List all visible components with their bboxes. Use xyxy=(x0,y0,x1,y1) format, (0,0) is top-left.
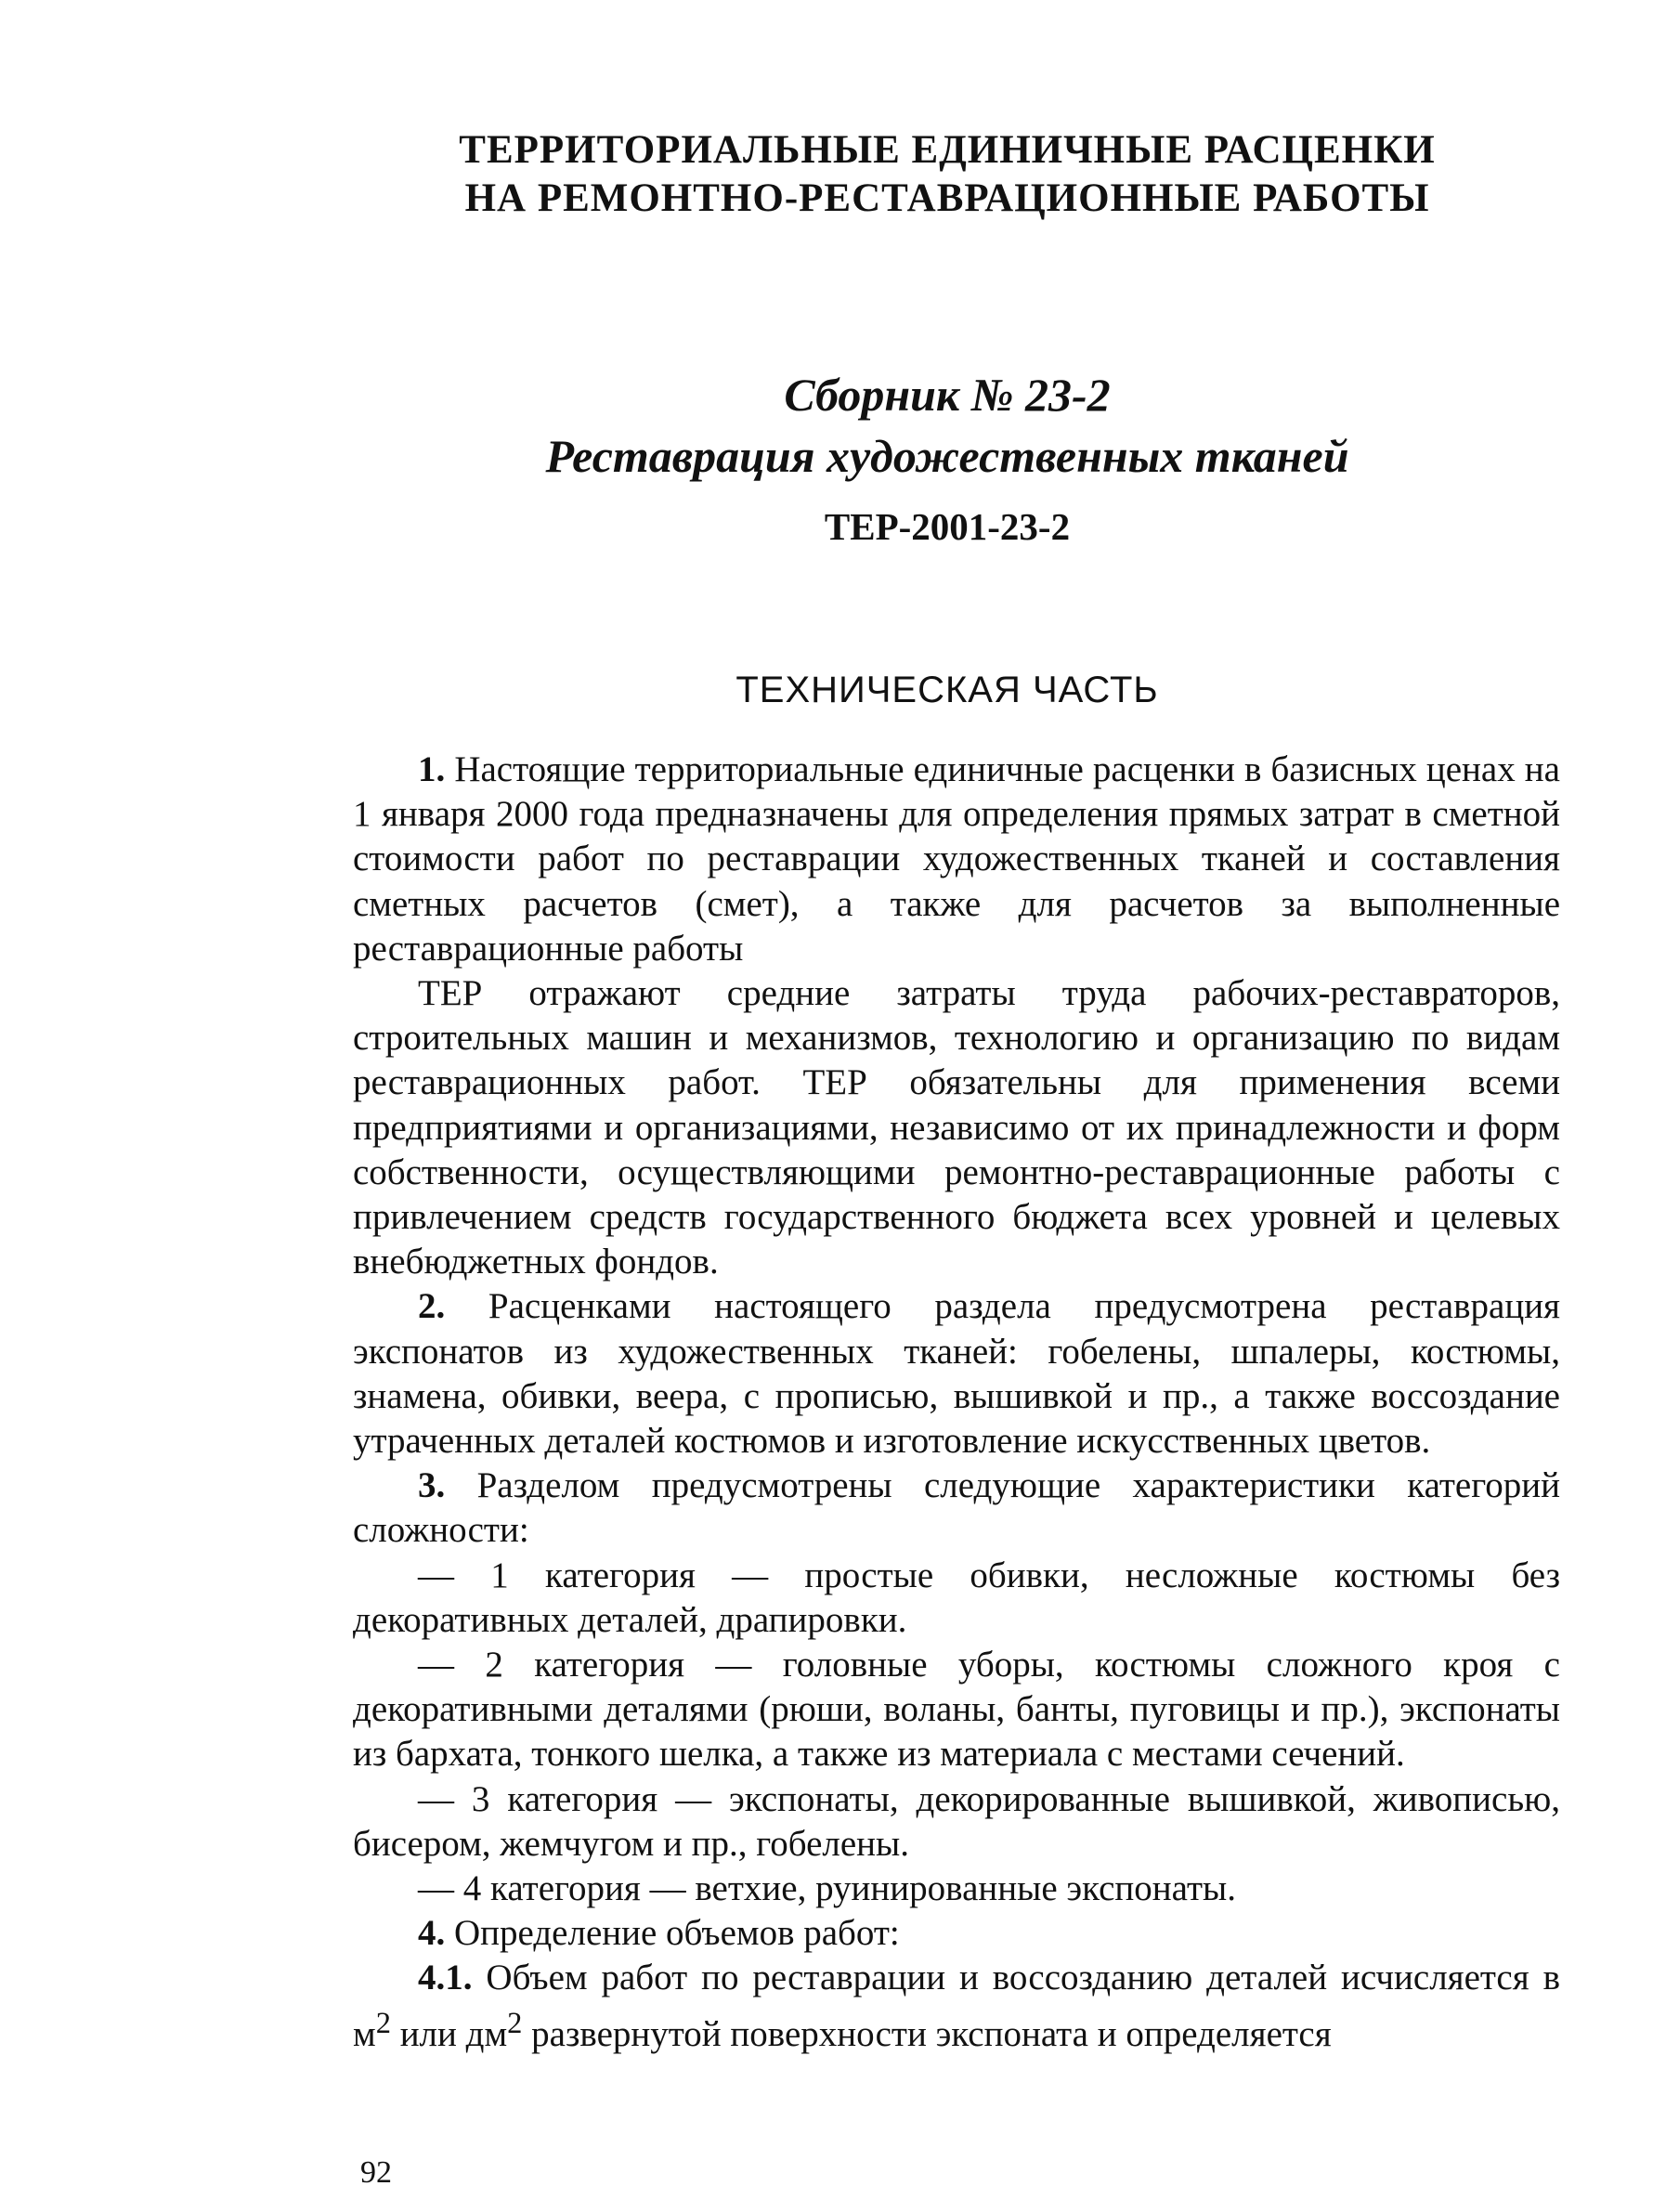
paragraph-text: Определение объемов работ: xyxy=(445,1913,900,1954)
paragraph-text: Разделом предусмотрены следующие характеристики категорий сложности: xyxy=(353,1465,1560,1551)
paragraph-1 xyxy=(353,748,1560,971)
paragraph-number: 1. xyxy=(418,749,446,789)
paragraph-text: — 1 категория — простые обивки, несложные костюмы без декоративных деталей, драпировки. xyxy=(353,1555,1560,1640)
superscript: 2 xyxy=(375,2006,391,2040)
section-title: ТЕХНИЧЕСКАЯ ЧАСТЬ xyxy=(735,670,1159,710)
category-3-item xyxy=(353,1777,1560,1867)
paragraph-text: — 4 категория — ветхие, руинированные экспонаты. xyxy=(418,1868,1236,1909)
paragraph-text: Расценками настоящего раздела предусмотрена реставрация экспонатов из художественных тканей: гобелены, шпалеры, костюмы, знамена, обивки, веера, с прописью, вышивкой и пр., а также воссоздание утраченных деталей костюмов и изготовление искусственных цветов. xyxy=(353,1286,1560,1462)
paragraph-2 xyxy=(353,1284,1560,1464)
paragraph-number: 2. xyxy=(418,1286,446,1327)
paragraph-4 xyxy=(353,1911,1560,1956)
paragraph-number: 4.1. xyxy=(418,1958,473,1998)
paragraph-4-1 xyxy=(353,1956,1560,2056)
paragraph-text: развернутой поверхности экспоната и определяется xyxy=(522,2013,1332,2054)
page-number: 92 xyxy=(360,2155,392,2190)
document-body xyxy=(353,748,1560,2057)
paragraph-text: ТЕР отражают средние затраты труда рабочих-реставраторов, строительных машин и механизмов, технологию и организацию по видам реставрационных работ. ТЕР обязательны для применения всеми предприятиями и организациями, независимо от их принадлежности и форм собственности, осуществляющими ремонтно-реставрационные работы с привлечением средств государственного бюджета всех уровней и целевых внебюджетных фондов. xyxy=(353,973,1560,1282)
collection-number: Сборник № 23-2 xyxy=(784,369,1111,421)
document-code: ТЕР-2001-23-2 xyxy=(824,505,1071,548)
category-4-item xyxy=(353,1867,1560,1911)
paragraph-text: Объем работ по реставрации и воссозданию деталей исчисляется в м xyxy=(353,1958,1560,2054)
paragraph-text: — 3 категория — экспонаты, декорированные вышивкой, живописью, бисером, жемчугом и пр., гобелены. xyxy=(353,1778,1560,1864)
paragraph-text: или дм xyxy=(390,2013,508,2054)
paragraph-1-continued xyxy=(353,971,1560,1284)
collection-name: Реставрация художественных тканей xyxy=(545,430,1349,482)
document-header xyxy=(353,126,1542,223)
header-line-2: НА РЕМОНТНО-РЕСТАВРАЦИОННЫЕ РАБОТЫ xyxy=(464,176,1430,220)
superscript: 2 xyxy=(507,2006,523,2040)
paragraph-3 xyxy=(353,1464,1560,1553)
collection-title xyxy=(446,364,1449,487)
category-1-item xyxy=(353,1554,1560,1643)
paragraph-number: 4. xyxy=(418,1913,446,1954)
category-2-item xyxy=(353,1643,1560,1777)
header-line-1: ТЕРРИТОРИАЛЬНЫЕ ЕДИНИЧНЫЕ РАСЦЕНКИ xyxy=(459,128,1436,172)
paragraph-number: 3. xyxy=(418,1465,446,1506)
paragraph-text: Настоящие территориальные единичные расценки в базисных ценах на 1 января 2000 года предназначены для определения прямых затрат в сметной стоимости работ по реставрации художественных тканей и составления сметных расчетов (смет), а также для расчетов за выполненные реставрационные работы xyxy=(353,749,1560,969)
paragraph-text: — 2 категория — головные уборы, костюмы сложного кроя с декоративными деталями (рюши, воланы, банты, пуговицы и пр.), экспонаты из бархата, тонкого шелка, а также из материала с местами сечений. xyxy=(353,1645,1560,1775)
